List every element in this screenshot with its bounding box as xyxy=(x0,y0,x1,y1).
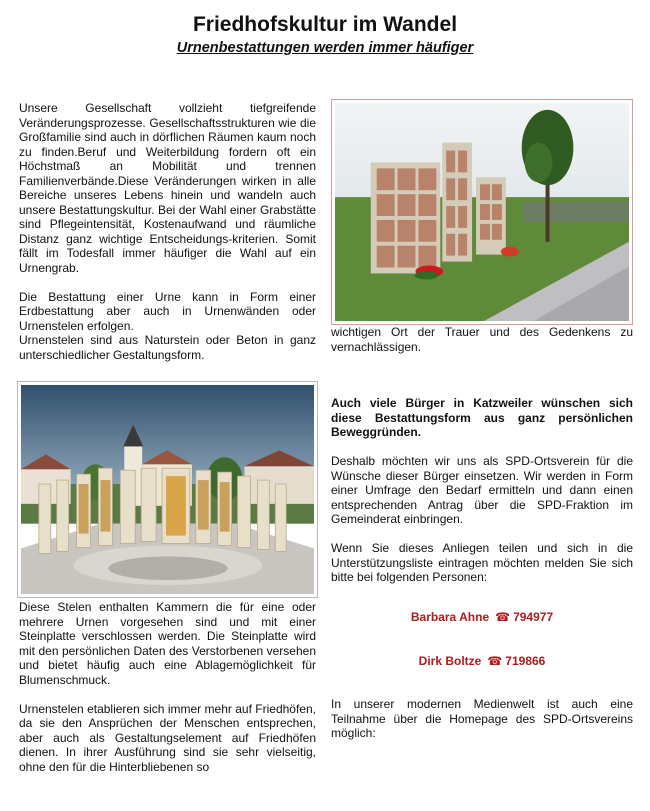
intro-bold-paragraph: Auch viele Bürger in Katzweiler wünschen sich diese Bestattungsform aus ganz persönlichen Beweggründen. xyxy=(331,396,633,439)
contact-request-paragraph: Wenn Sie dieses Anliegen teilen und sich in die Unterstützungsliste eintragen möchten melden Sie sich bitte bei folgenden Personen: xyxy=(331,541,633,584)
steles-text-block xyxy=(19,600,316,774)
steles-popularity-paragraph: Urnenstelen etablieren sich immer mehr auf Friedhöfen, da sie den Ansprüchen der Menschen entsprechen, aber auch als Gestaltungselement auf Friedhöfen dienen. In ihrer Ausführung sind sie sehr vielseitig, ohne den für die Hinterbliebenen so xyxy=(19,701,316,774)
intro-paragraph: Unsere Gesellschaft vollzieht tiefgreifende Veränderungsprozesse. Gesellschaftsstrukturen wie die Großfamilie sind auch in dörflichen Räumen kaum noch zu finden.Beruf und Weiterbildung fordern oft ein Höchstmaß an Mobilität und trennen Familienverbände.Diese Veränderungen wirken in alle Bereiche unseres Lebens hinein und wandeln auch unsere Bestattungskultur. Bei der Wahl einer Grabstätte sind Pflegeintensität, Kostenaufwand und räumliche Distanz ganz wichtige Entscheidungs-kriterien. Somit fällt im Todesfall immer häufiger die Wahl auf ein Urnengrab. xyxy=(19,101,316,275)
spd-plan-paragraph: Deshalb möchten wir uns als SPD-Ortsverein für die Wünsche dieser Bürger einsetzen. Wir werden in Form einer Umfrage den Bedarf ermitteln und dann einen entsprechenden Antrag über die SPD-Fraktion im Gemeinderat einbringen. xyxy=(331,454,633,526)
intro-text-block xyxy=(19,101,316,362)
urn-options-paragraph xyxy=(19,290,316,363)
urn-steles-image xyxy=(21,385,314,594)
contact-phone: 719866 xyxy=(505,654,546,668)
columbarium-image xyxy=(335,103,629,321)
page-subtitle: Urnenbestattungen werden immer häufiger xyxy=(176,40,474,56)
contact-dirk-boltze xyxy=(331,654,633,668)
photo-continuation-text: wichtigen Ort der Trauer und des Gedenkens zu vernachlässigen. xyxy=(331,325,633,354)
contact-name: Barbara Ahne xyxy=(410,610,490,624)
phone-icon: ☎ xyxy=(495,610,511,624)
columbarium-photo xyxy=(331,99,633,325)
steles-description-paragraph: Diese Stelen enthalten Kammern die für eine oder mehrere Urnen vorgesehen sind und mit einer Steinplatte verschlossen werden. Die Steinplatte wird mit den persönlichen Daten des Verstorbenen versehen und bietet häufig auch eine Ablagemöglichkeit für Blumenschmuck. xyxy=(19,600,316,687)
contact-barbara-ahne xyxy=(331,610,633,624)
spd-initiative-block xyxy=(331,396,633,585)
contact-name: Dirk Boltze xyxy=(418,654,482,668)
phone-icon: ☎ xyxy=(487,654,503,668)
homepage-participation-text: In unserer modernen Medienwelt ist auch eine Teilnahme über die Homepage des SPD-Ortsvereins möglich: xyxy=(331,697,633,740)
page-title: Friedhofskultur im Wandel xyxy=(192,13,458,36)
urn-options-line-1: Die Bestattung einer Urne kann in Form einer Erdbestattung aber auch in Urnenwänden oder Urnenstelen erfolgen. xyxy=(19,289,316,333)
contact-phone: 794977 xyxy=(513,610,554,624)
urn-options-line-2: Urnenstelen sind aus Naturstein oder Beton in ganz unterschiedlicher Gestaltungsform. xyxy=(19,333,316,362)
urn-steles-photo xyxy=(17,381,318,598)
